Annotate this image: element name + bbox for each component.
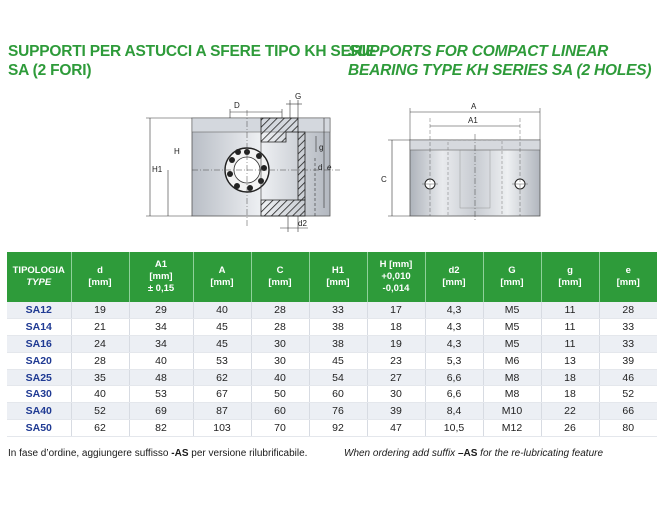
value-cell: M10 — [483, 403, 541, 420]
value-cell: 28 — [251, 318, 309, 335]
value-cell: 46 — [599, 369, 657, 386]
value-cell: 23 — [367, 352, 425, 369]
value-cell: 62 — [71, 420, 129, 437]
table-body — [7, 302, 657, 437]
value-cell: 11 — [541, 335, 599, 352]
value-cell: 60 — [309, 386, 367, 403]
value-cell: 45 — [193, 318, 251, 335]
header-h: H [mm] +0,010 -0,014 — [367, 252, 425, 302]
value-cell: 33 — [309, 302, 367, 318]
value-cell: M5 — [483, 335, 541, 352]
value-cell: 40 — [193, 302, 251, 318]
value-cell: 39 — [367, 403, 425, 420]
value-cell: 52 — [71, 403, 129, 420]
header-c: C [mm] — [251, 252, 309, 302]
specifications-table — [7, 252, 657, 437]
header-e: e [mm] — [599, 252, 657, 302]
page-header — [8, 42, 656, 82]
value-cell: 13 — [541, 352, 599, 369]
value-cell: 48 — [129, 369, 193, 386]
value-cell: 52 — [599, 386, 657, 403]
value-cell: 47 — [367, 420, 425, 437]
value-cell: 33 — [599, 318, 657, 335]
value-cell: 28 — [599, 302, 657, 318]
value-cell: 53 — [193, 352, 251, 369]
value-cell: 40 — [251, 369, 309, 386]
value-cell: 103 — [193, 420, 251, 437]
type-cell: SA25 — [7, 369, 71, 386]
value-cell: 92 — [309, 420, 367, 437]
value-cell: 30 — [367, 386, 425, 403]
value-cell: 19 — [71, 302, 129, 318]
value-cell: 38 — [309, 318, 367, 335]
header-g: g [mm] — [541, 252, 599, 302]
table-row — [7, 403, 657, 420]
header-type: TIPOLOGIA TYPE — [7, 252, 71, 302]
value-cell: 18 — [541, 369, 599, 386]
value-cell: 76 — [309, 403, 367, 420]
table-row — [7, 352, 657, 369]
type-cell: SA50 — [7, 420, 71, 437]
technical-drawing — [130, 88, 550, 248]
value-cell: 39 — [599, 352, 657, 369]
value-cell: 27 — [367, 369, 425, 386]
label-D: D — [234, 101, 240, 110]
value-cell: 6,6 — [425, 369, 483, 386]
value-cell: 21 — [71, 318, 129, 335]
value-cell: 26 — [541, 420, 599, 437]
value-cell: M6 — [483, 352, 541, 369]
value-cell: 50 — [251, 386, 309, 403]
label-e: e — [327, 163, 332, 172]
value-cell: 4,3 — [425, 335, 483, 352]
value-cell: 30 — [251, 335, 309, 352]
label-H: H — [174, 147, 180, 156]
value-cell: 29 — [129, 302, 193, 318]
value-cell: 18 — [541, 386, 599, 403]
table-row — [7, 420, 657, 437]
value-cell: 28 — [71, 352, 129, 369]
value-cell: M12 — [483, 420, 541, 437]
header-d: d [mm] — [71, 252, 129, 302]
value-cell: 19 — [367, 335, 425, 352]
table-row — [7, 335, 657, 352]
value-cell: 45 — [309, 352, 367, 369]
value-cell: M5 — [483, 302, 541, 318]
value-cell: 40 — [71, 386, 129, 403]
value-cell: 87 — [193, 403, 251, 420]
value-cell: 62 — [193, 369, 251, 386]
type-cell: SA30 — [7, 386, 71, 403]
value-cell: 60 — [251, 403, 309, 420]
value-cell: 10,5 — [425, 420, 483, 437]
value-cell: 38 — [309, 335, 367, 352]
value-cell: 66 — [599, 403, 657, 420]
value-cell: 33 — [599, 335, 657, 352]
header-g-thread: G [mm] — [483, 252, 541, 302]
value-cell: 35 — [71, 369, 129, 386]
table-row — [7, 386, 657, 403]
table-header-row — [7, 252, 657, 302]
value-cell: 70 — [251, 420, 309, 437]
type-cell: SA20 — [7, 352, 71, 369]
value-cell: 40 — [129, 352, 193, 369]
front-section-view — [146, 92, 340, 232]
label-g: g — [319, 143, 324, 152]
title-italian: SUPPORTI PER ASTUCCI A SFERE TIPO KH SERIE SA (2 FORI) — [8, 43, 376, 79]
value-cell: 53 — [129, 386, 193, 403]
value-cell: M8 — [483, 386, 541, 403]
title-english: SUPPORTS FOR COMPACT LINEAR BEARING TYPE KH SERIES SA (2 HOLES) — [348, 43, 652, 79]
type-cell: SA16 — [7, 335, 71, 352]
side-view — [381, 102, 540, 222]
value-cell: 82 — [129, 420, 193, 437]
value-cell: 67 — [193, 386, 251, 403]
value-cell: 24 — [71, 335, 129, 352]
header-a: A [mm] — [193, 252, 251, 302]
header-h1: H1 [mm] — [309, 252, 367, 302]
value-cell: 69 — [129, 403, 193, 420]
order-note-italian: In fase d’ordine, aggiungere suffisso -AS per versione rilubrificabile. — [8, 448, 308, 459]
label-A: A — [471, 102, 477, 111]
value-cell: M5 — [483, 318, 541, 335]
value-cell: 22 — [541, 403, 599, 420]
value-cell: 5,3 — [425, 352, 483, 369]
label-d2: d2 — [298, 219, 307, 228]
value-cell: 80 — [599, 420, 657, 437]
value-cell: 45 — [193, 335, 251, 352]
value-cell: 28 — [251, 302, 309, 318]
table-row — [7, 369, 657, 386]
value-cell: 34 — [129, 318, 193, 335]
type-cell: SA14 — [7, 318, 71, 335]
value-cell: 34 — [129, 335, 193, 352]
value-cell: 54 — [309, 369, 367, 386]
table-row — [7, 302, 657, 318]
label-H1: H1 — [152, 165, 163, 174]
label-G: G — [295, 92, 302, 101]
header-d2: d2 [mm] — [425, 252, 483, 302]
value-cell: 30 — [251, 352, 309, 369]
label-d: d — [318, 163, 323, 172]
value-cell: M8 — [483, 369, 541, 386]
value-cell: 11 — [541, 302, 599, 318]
value-cell: 18 — [367, 318, 425, 335]
value-cell: 11 — [541, 318, 599, 335]
order-note-english: When ordering add suffix –AS for the re-lubricating feature — [344, 448, 604, 459]
label-C: C — [381, 175, 387, 184]
label-A1: A1 — [468, 116, 478, 125]
value-cell: 4,3 — [425, 318, 483, 335]
header-a1: A1 [mm] ± 0,15 — [129, 252, 193, 302]
type-cell: SA12 — [7, 302, 71, 318]
type-cell: SA40 — [7, 403, 71, 420]
table-row — [7, 318, 657, 335]
value-cell: 8,4 — [425, 403, 483, 420]
value-cell: 6,6 — [425, 386, 483, 403]
value-cell: 4,3 — [425, 302, 483, 318]
value-cell: 17 — [367, 302, 425, 318]
